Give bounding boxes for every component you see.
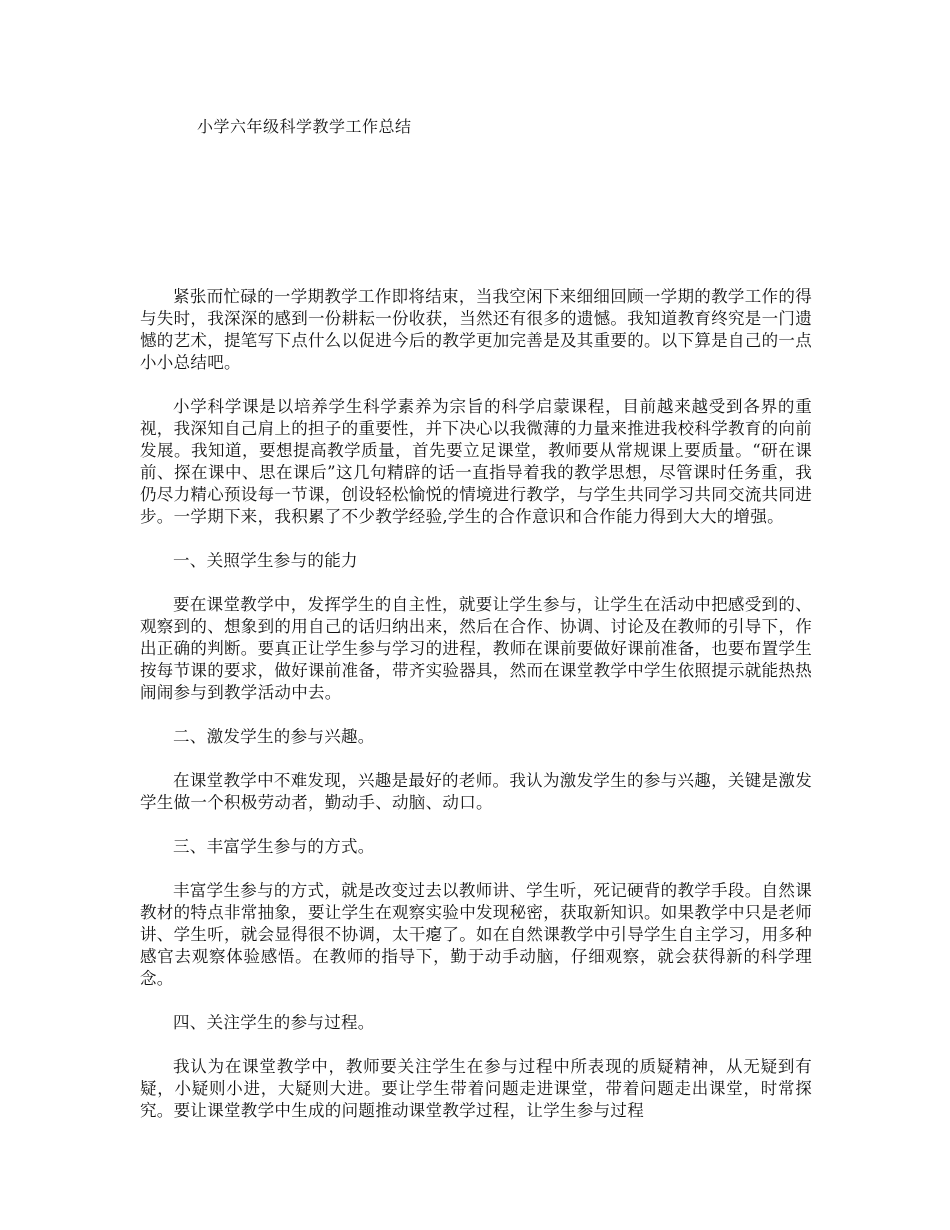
section-3-paragraph: 丰富学生参与的方式，就是改变过去以教师讲、学生听，死记硬背的教学手段。自然课教材的特点非常抽象，要让学生在观察实验中发现秘密，获取新知识。如果教学中只是老师讲、学生听，就会显得很不协调，太干瘪了。如在自然课教学中引导学生自主学习，用多种感官去观察体验感悟。在教师的指导下，勤于动手动脑，仔细观察，就会获得新的科学理念。 xyxy=(140,881,812,988)
section-1-paragraph: 要在课堂教学中，发挥学生的自主性，就要让学生参与，让学生在活动中把感受到的、观察到的、想象到的用自己的话归纳出来，然后在合作、协调、讨论及在教师的引导下，作出正确的判断。要真正让学生参与学习的进程，教师在课前要做好课前准备，也要布置学生按每节课的要求，做好课前准备，带齐实验器具，然而在课堂教学中学生依照提示就能热热闹闹参与到教学活动中去。 xyxy=(140,595,812,702)
document-body xyxy=(140,286,812,1144)
section-4-paragraph: 我认为在课堂教学中，教师要关注学生在参与过程中所表现的质疑精神，从无疑到有疑，小疑则小进，大疑则大进。要让学生带着问题走进课堂，带着问题走出课堂，时常探究。要让课堂教学中生成的问题推动课堂教学过程，让学生参与过程 xyxy=(140,1057,812,1120)
intro-paragraph: 紧张而忙碌的一学期教学工作即将结束，当我空闲下来细细回顾一学期的教学工作的得与失时，我深深的感到一份耕耘一份收获，当然还有很多的遗憾。我知道教育终究是一门遗憾的艺术，提笔写下点什么以促进今后的教学更加完善是及其重要的。以下算是自己的一点小小总结吧。 xyxy=(140,287,812,372)
section-heading-1: 一、关照学生参与的能力 xyxy=(173,551,358,570)
section-heading-3: 三、丰富学生参与的方式。 xyxy=(173,837,375,856)
document-title: 小学六年级科学教学工作总结 xyxy=(197,117,412,136)
overview-paragraph: 小学科学课是以培养学生科学素养为宗旨的科学启蒙课程，目前越来越受到各界的重视，我深知自己肩上的担子的重要性，并下决心以我微薄的力量来推进我校科学教育的向前发展。我知道，要想提高教学质量，首先要立足课堂，教师要从常规课上要质量。“研在课前、探在课中、思在课后”这几句精辟的话一直指导着我的教学思想，尽管课时任务重，我仍尽力精心预设每一节课，创设轻松愉悦的情境进行教学，与学生共同学习共同交流共同进步。一学期下来，我积累了不少教学经验,学生的合作意识和合作能力得到大大的增强。 xyxy=(140,397,812,526)
section-2-paragraph: 在课堂教学中不难发现，兴趣是最好的老师。我认为激发学生的参与兴趣，关键是激发学生做一个积极劳动者，勤动手、动脑、动口。 xyxy=(140,771,812,812)
section-heading-2: 二、激发学生的参与兴趣。 xyxy=(173,727,375,746)
section-heading-4: 四、关注学生的参与过程。 xyxy=(173,1013,375,1032)
